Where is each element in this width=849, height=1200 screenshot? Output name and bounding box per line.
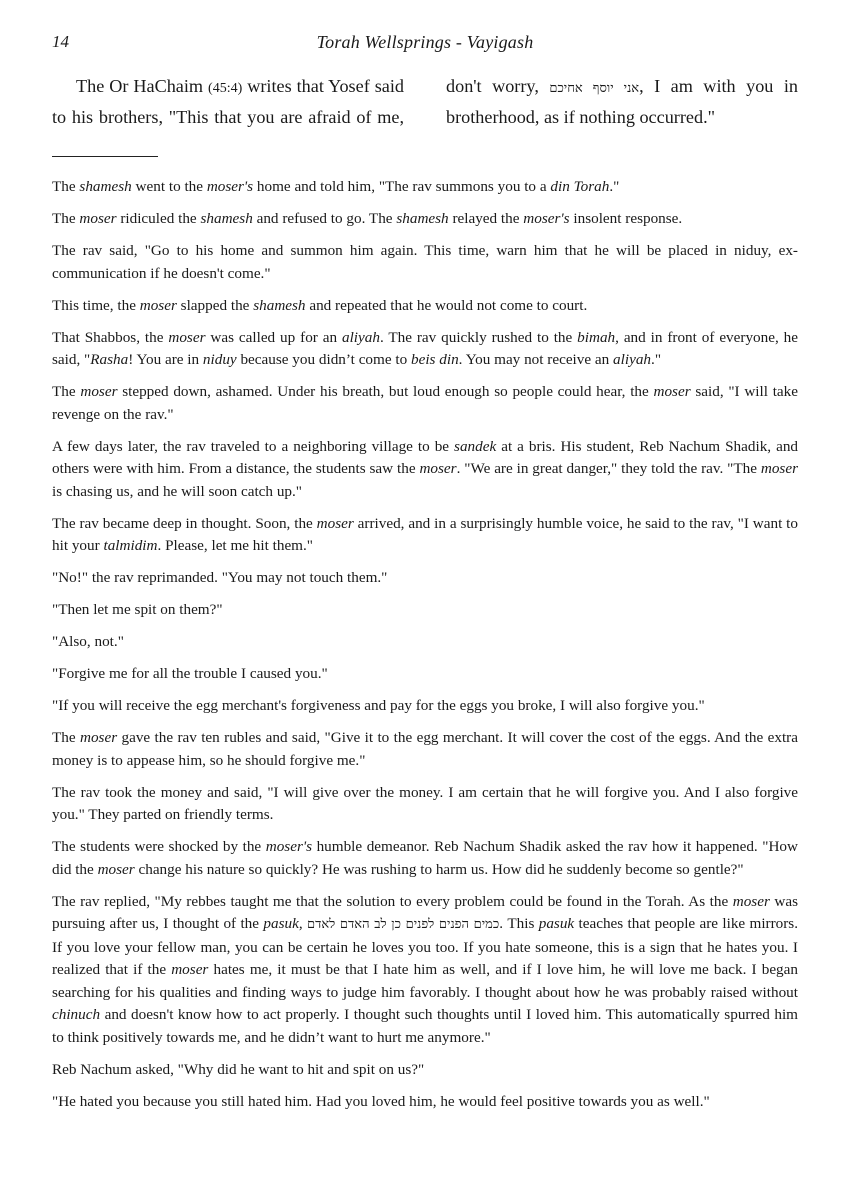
main-paragraph: The Or HaChaim (45:4) writes that Yosef said to his brothers, "This that you are afraid of me, don't worry, אני יוסף אחיכם, I am with you in brotherhood, as if nothing occurred." [52,76,798,127]
footnote-paragraph: A few days later, the rav traveled to a neighboring village to be sandek at a bris. His student, Reb Nachum Shadik, and others were with him. From a distance, the students saw the moser. "We are in great danger," they told the rav. "The moser is chasing us, and he will soon catch up." [52,437,799,500]
main-text [52,72,798,132]
source-citation: (45:4) [208,81,243,96]
footnote-separator [52,156,158,157]
footnote-paragraph: Reb Nachum asked, "Why did he want to hit and spit on us?" [52,1060,425,1078]
footnote-paragraph: "Forgive me for all the trouble I caused you." [52,665,328,682]
footnote-paragraph: The moser ridiculed the shamesh and refused to go. The shamesh relayed the moser's insolent response. [52,210,683,227]
footnote-paragraph: The rav became deep in thought. Soon, the moser arrived, and in a surprisingly humble voice, he said to the rav, "I want to hit your talmidim. Please, let me hit them." [52,514,798,554]
hebrew-pasuk: כמים הפנים לפנים כן לב האדם לאדם [306,917,500,932]
footnote-paragraph: "No!" the rav reprimanded. "You may not touch them." [52,569,388,586]
page-number: 14 [52,32,69,51]
footnote-paragraph: The rav replied, "My rebbes taught me that the solution to every problem could be found in the Torah. As the moser was pursuing after us, I thought of the pasuk, כמים הפנים לפנים כן לב האדם לאדם. This pasuk teaches that people are like mirrors. If you love your fellow man, you can be certain he loves you too. If you hate someone, this is a sign that he hates you. I realized that if the moser hates me, it must be that I hate him as well, and if I love him, he will love me back. I began searching for his qualities and finding ways to judge him favorably. I thought about how he was probably raised without chinuch and doesn't know how to act properly. I thought such thoughts until I loved him. This automatically spurred him to think positively towards me, and he didn’t want to hurt me anymore." [52,892,799,1046]
footnote-paragraph: "Then let me spit on them?" [52,601,223,618]
hebrew-quote: אני יוסף אחיכם [549,81,640,96]
footnote-paragraph: The shamesh went to the moser's home and told him, "The rav summons you to a din Torah." [52,178,620,195]
footnote-section [52,176,798,1123]
running-title: Torah Wellsprings - Vayigash [316,32,534,52]
footnote-paragraph: "Also, not." [52,633,124,650]
footnote-paragraph: The rav said, "Go to his home and summon him again. This time, warn him that he will be placed in niduy, ex-communication if he doesn't come." [52,242,798,282]
page-header [52,32,798,58]
footnote-paragraph: "He hated you because you still hated him. Had you loved him, he would feel positive towards you as well." [52,1092,710,1110]
footnote-paragraph: The rav took the money and said, "I will give over the money. I am certain that he will forgive you. And I also forgive you." They parted on friendly terms. [52,783,798,823]
footnote-paragraph: The students were shocked by the moser's humble demeanor. Reb Nachum Shadik asked the rav how it happened. "How did the moser change his nature so quickly? He was rushing to harm us. How did he suddenly become so gentle?" [52,838,798,878]
footnote-paragraph: This time, the moser slapped the shamesh and repeated that he would not come to court. [52,296,588,314]
footnote-paragraph: That Shabbos, the moser was called up for an aliyah. The rav quickly rushed to the bimah, and in front of everyone, he said, "Rasha! You are in niduy because you didn’t come to beis din. You may not receive an aliyah." [52,328,799,368]
footnote-paragraph: "If you will receive the egg merchant's forgiveness and pay for the eggs you broke, I will also forgive you." [52,697,705,714]
footnote-paragraph: The moser gave the rav ten rubles and said, "Give it to the egg merchant. It will cover the cost of the eggs. And the extra money is to appease him, so he should forgive me." [52,729,798,769]
footnote-paragraph: The moser stepped down, ashamed. Under his breath, but loud enough so people could hear, the moser said, "I will take revenge on the rav." [52,383,798,423]
